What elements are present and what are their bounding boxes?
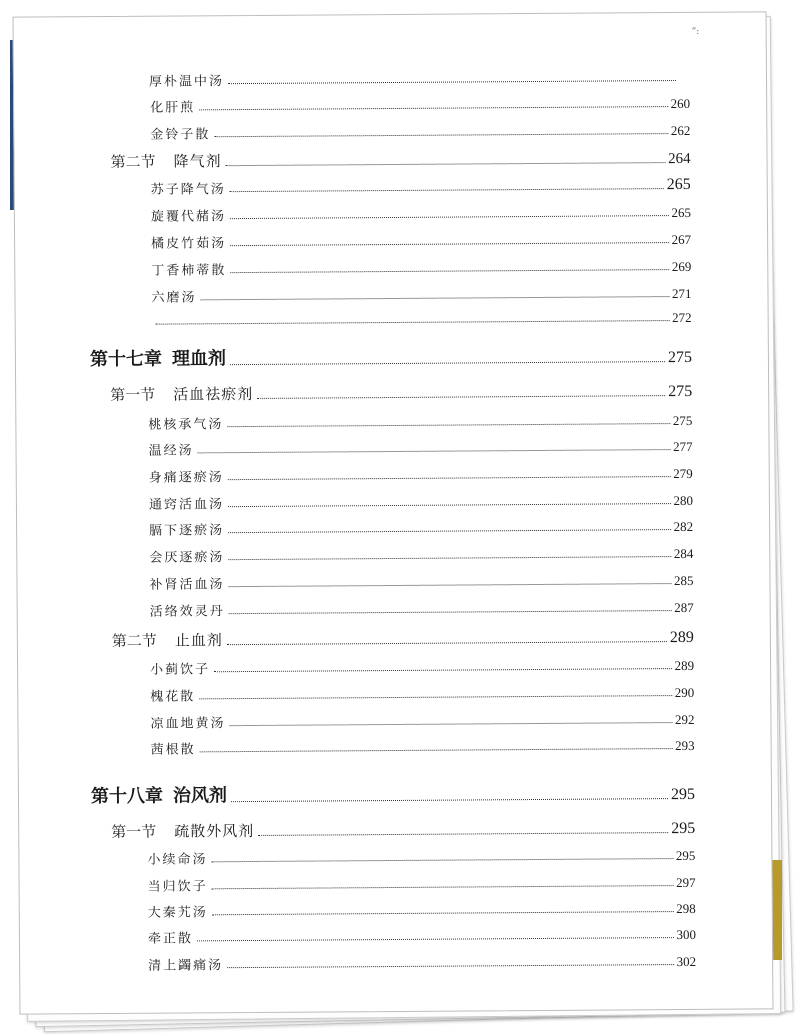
toc-item xyxy=(149,490,693,513)
toc-page-number: 275 xyxy=(667,348,692,367)
leader-dots xyxy=(228,79,676,84)
leader-dots xyxy=(227,422,669,427)
toc-page xyxy=(13,11,774,1014)
leader-dots xyxy=(212,910,673,915)
leader-dots xyxy=(230,241,668,246)
toc-item xyxy=(152,310,692,330)
leader-dots xyxy=(227,963,673,968)
toc-item xyxy=(149,570,693,593)
toc-page-number: 295 xyxy=(670,785,696,804)
leader-dots xyxy=(230,268,668,273)
toc-page-number: 282 xyxy=(673,518,694,535)
leader-dots xyxy=(257,394,665,399)
toc-item-label: 当归饮子 xyxy=(147,879,208,895)
toc-item xyxy=(149,516,693,539)
toc-item xyxy=(151,283,691,306)
toc-item-label: 苏子降气汤 xyxy=(150,182,226,198)
toc-item xyxy=(150,120,690,143)
toc-page-number: 287 xyxy=(674,599,694,616)
toc-page-number: 295 xyxy=(675,847,696,864)
toc-page-number: 267 xyxy=(671,231,692,248)
toc-item-label: 茜根散 xyxy=(150,742,196,758)
leader-dots xyxy=(212,884,673,889)
leader-dots xyxy=(228,528,670,533)
toc-item-label: 身痛逐瘀汤 xyxy=(148,470,224,486)
toc-page-number: 275 xyxy=(672,412,693,429)
leader-dots xyxy=(231,797,668,802)
toc-page-number: 271 xyxy=(671,285,692,302)
toc-item-label: 桃核承气汤 xyxy=(148,417,224,433)
toc-item-label: 大秦艽汤 xyxy=(147,905,208,921)
toc-page-number: 284 xyxy=(673,545,694,562)
toc-item xyxy=(150,93,690,116)
toc-section xyxy=(110,147,690,172)
toc-page-number: 265 xyxy=(671,204,691,221)
toc-item xyxy=(150,655,694,678)
leader-dots xyxy=(228,555,670,560)
leader-dots xyxy=(198,448,670,453)
leader-dots xyxy=(228,475,670,480)
toc-item xyxy=(151,229,691,252)
leader-dots xyxy=(229,609,671,614)
toc-page-number: 275 xyxy=(668,382,693,401)
toc-page-number: 295 xyxy=(671,819,696,838)
leader-dots xyxy=(214,667,671,672)
toc-page-number: 290 xyxy=(674,684,695,701)
toc-item xyxy=(148,436,692,459)
toc-item-label: 小续命汤 xyxy=(147,852,208,868)
section-title: 活血祛瘀剂 xyxy=(173,384,254,404)
toc-item-label: 槐花散 xyxy=(150,689,196,705)
chapter-title: 治风剂 xyxy=(172,785,228,807)
toc-item xyxy=(148,951,696,974)
leader-dots xyxy=(227,640,667,645)
leader-dots xyxy=(200,747,672,752)
toc-item xyxy=(148,410,692,433)
toc-item xyxy=(151,202,691,225)
leader-dots xyxy=(230,214,668,219)
toc-item-label: 牵正散 xyxy=(147,931,194,947)
toc-page-number: 265 xyxy=(666,175,691,194)
toc-item-label: 清上蠲痛汤 xyxy=(148,958,224,974)
section-title: 止血剂 xyxy=(174,631,223,650)
table-of-contents xyxy=(14,12,773,1013)
leader-dots xyxy=(230,187,664,192)
leader-dots xyxy=(229,582,671,587)
leader-dots xyxy=(199,105,667,110)
chapter-number: 第十八章 xyxy=(90,785,164,808)
leader-dots xyxy=(199,694,671,699)
chapter-number: 第十七章 xyxy=(89,348,162,371)
toc-item-label: 活络效灵丹 xyxy=(149,604,225,620)
toc-section xyxy=(111,817,695,842)
leader-dots xyxy=(226,161,665,166)
section-number: 第二节 xyxy=(111,631,157,650)
toc-page-number: 264 xyxy=(667,150,691,168)
toc-item-label: 化肝煎 xyxy=(150,100,196,116)
leader-dots xyxy=(201,295,669,300)
toc-item xyxy=(149,67,679,90)
toc-page-number: 260 xyxy=(670,95,691,112)
section-title: 降气剂 xyxy=(173,152,222,171)
corner-mark: “: xyxy=(691,26,700,37)
toc-item-label: 旋覆代赭汤 xyxy=(150,209,226,225)
toc-page-number: 298 xyxy=(676,900,696,917)
toc-item-label: 膈下逐瘀汤 xyxy=(149,523,225,539)
toc-item-label: 六磨汤 xyxy=(151,290,197,306)
toc-section xyxy=(112,626,694,651)
toc-page-number: 289 xyxy=(674,657,695,674)
toc-item xyxy=(149,463,693,486)
toc-item xyxy=(149,543,693,566)
toc-item-label: 凉血地黄汤 xyxy=(150,716,226,732)
leader-dots xyxy=(156,319,670,325)
leader-dots xyxy=(211,857,672,862)
section-number: 第一节 xyxy=(111,822,157,841)
toc-item-label: 小蓟饮子 xyxy=(150,662,211,678)
section-title: 疏散外风剂 xyxy=(174,821,255,841)
toc-item-label: 通窍活血汤 xyxy=(148,497,225,513)
toc-item xyxy=(148,924,696,947)
toc-page-number: 289 xyxy=(669,628,694,647)
chapter-title: 理血剂 xyxy=(171,348,226,370)
toc-chapter xyxy=(91,778,695,808)
toc-page-number: 285 xyxy=(673,572,694,589)
toc-page-number: 297 xyxy=(676,874,696,891)
leader-dots xyxy=(214,132,667,137)
toc-item xyxy=(151,175,691,198)
toc-page-number: 262 xyxy=(670,122,691,139)
toc-item-label: 厚朴温中汤 xyxy=(148,74,225,90)
toc-item xyxy=(148,898,696,921)
toc-item xyxy=(150,709,694,732)
toc-page-number: 269 xyxy=(671,258,692,275)
leader-dots xyxy=(258,831,668,836)
leader-dots xyxy=(230,360,665,365)
toc-item-label: 补肾活血汤 xyxy=(149,577,225,593)
toc-item-label: 金铃子散 xyxy=(150,127,211,143)
toc-item-label: 丁香柿蒂散 xyxy=(151,263,227,279)
leader-dots xyxy=(229,721,671,726)
toc-page-number: 279 xyxy=(673,465,693,482)
section-number: 第二节 xyxy=(110,152,156,171)
toc-item xyxy=(148,872,696,895)
toc-item xyxy=(147,845,695,868)
toc-page-number: 277 xyxy=(672,438,693,455)
toc-item-label: 会厌逐瘀汤 xyxy=(149,550,225,566)
toc-item-label: 橘皮竹茹汤 xyxy=(151,236,227,252)
toc-page-number: 300 xyxy=(676,926,697,943)
leader-dots xyxy=(228,502,670,507)
section-number: 第一节 xyxy=(110,385,156,404)
toc-item xyxy=(151,256,691,279)
toc-item xyxy=(150,682,694,705)
toc-item xyxy=(150,597,694,620)
toc-page-number: 292 xyxy=(674,711,695,728)
toc-chapter xyxy=(90,341,692,371)
toc-item xyxy=(151,735,695,758)
toc-item-label: 温经汤 xyxy=(148,443,194,459)
toc-section xyxy=(110,380,692,405)
toc-page-number: 302 xyxy=(676,953,697,970)
leader-dots xyxy=(197,936,673,941)
toc-page-number: 280 xyxy=(673,492,693,509)
toc-page-number: 293 xyxy=(675,737,695,754)
toc-page-number: 272 xyxy=(672,309,692,326)
